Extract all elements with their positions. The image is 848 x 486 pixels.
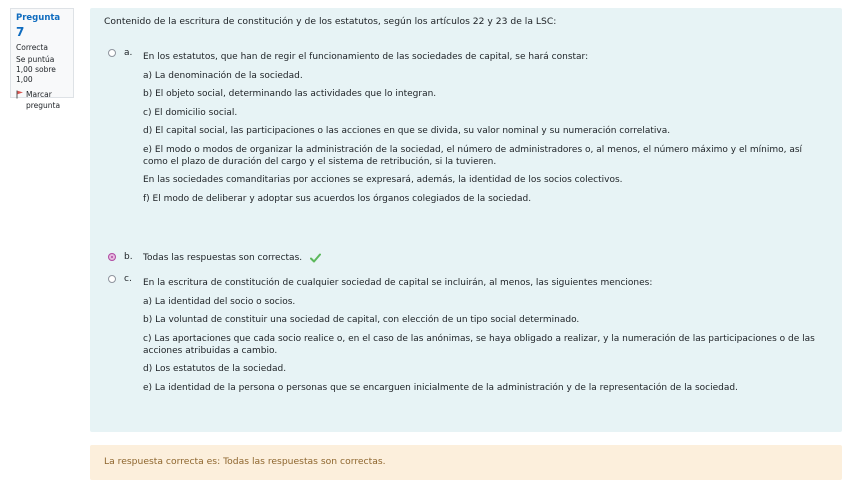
answer-body — [143, 277, 823, 400]
answer-body — [143, 252, 823, 264]
question-grade: Se puntúa 1,00 sobre 1,00 — [16, 55, 56, 85]
check-icon — [310, 253, 321, 263]
radio-c[interactable] — [108, 275, 116, 283]
flag-label: Marcar pregunta — [26, 90, 61, 110]
radio-b[interactable] — [108, 253, 116, 261]
answer-paragraph: b) El objeto social, determinando las actividades que lo integran. — [143, 89, 437, 99]
answer-paragraph: En las sociedades comanditarias por acciones se expresará, además, la identidad de los socios colectivos. — [143, 175, 623, 185]
flag-icon — [16, 90, 24, 99]
answer-paragraph: f) El modo de deliberar y adoptar sus acuerdos los órganos colegiados de la sociedad. — [143, 193, 532, 204]
answer-paragraph: d) Los estatutos de la sociedad. — [143, 364, 287, 374]
answer-paragraph: d) El capital social, las participaciones o las acciones en que se divida, su valor nominal y su numeración correlativa. — [143, 126, 671, 136]
answer-letter: c. — [124, 274, 132, 284]
flag-question-link[interactable] — [16, 90, 68, 110]
answer-paragraph: e) La identidad de la persona o personas que se encarguen inicialmente de la administración y de la representación de la sociedad. — [143, 382, 738, 393]
feedback-text: La respuesta correcta es: Todas las respuestas son correctas. — [104, 456, 386, 467]
answer-paragraph: e) El modo o modos de organizar la administración de la sociedad, el número de administradores o, al menos, el número máximo y el mínimo, así como el plazo de duración del cargo y el sistema de retribución, si la tuvieren. — [143, 144, 803, 167]
answer-paragraph: a) La identidad del socio o socios. — [143, 296, 296, 307]
question-label: Pregunta — [16, 13, 61, 23]
answer-letter: b. — [124, 252, 133, 262]
answer-letter: a. — [124, 48, 133, 58]
answer-paragraph: a) La denominación de la sociedad. — [143, 70, 303, 81]
question-info-panel — [10, 8, 74, 110]
question-content — [90, 8, 842, 432]
question-text: Contenido de la escritura de constitución y de los estatutos, según los artículos 22 y 23 de la LSC: — [104, 16, 557, 27]
question-state: Correcta — [16, 42, 48, 52]
answer-paragraph: En los estatutos, que han de regir el funcionamiento de las sociedades de capital, se hará constar: — [143, 52, 589, 62]
radio-a[interactable] — [108, 49, 116, 57]
answer-paragraph: Todas las respuestas son correctas. — [143, 253, 303, 263]
question-number-value: 7 — [16, 25, 25, 40]
answer-paragraph: b) La voluntad de constituir una sociedad de capital, con elección de un tipo social determinado. — [143, 315, 580, 325]
feedback-box — [90, 445, 842, 480]
answer-body — [143, 51, 823, 211]
question-number — [16, 13, 68, 41]
answer-paragraph: c) Las aportaciones que cada socio realice o, en el caso de las anónimas, se haya obligado a realizar, y la numeración de las participaciones o de las acciones atribuidas a cambio. — [143, 333, 815, 356]
answer-paragraph: En la escritura de constitución de cualquier sociedad de capital se incluirán, al menos, las siguientes menciones: — [143, 278, 653, 288]
answer-paragraph: c) El domicilio social. — [143, 107, 238, 118]
